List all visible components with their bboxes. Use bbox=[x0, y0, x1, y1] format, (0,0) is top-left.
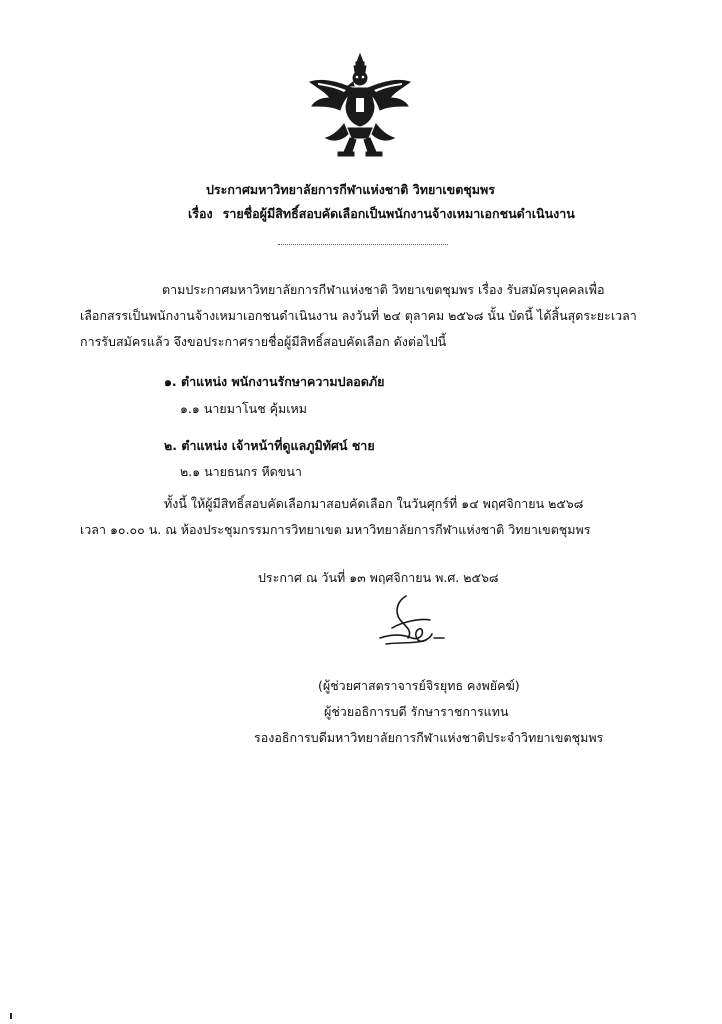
candidate-item: ๑.๑ นายมาโนช คุ้มเหม bbox=[180, 401, 308, 416]
announcement-subject-line bbox=[188, 204, 575, 224]
subject-label: เรื่อง bbox=[188, 206, 213, 221]
closing-line-1: ทั้งนี้ ให้ผู้มีสิทธิ์สอบคัดเลือกมาสอบคัดเลือก ในวันศุกร์ที่ ๑๔ พฤศจิกายน ๒๕๖๘ bbox=[164, 496, 584, 511]
section-heading-security-guard: ๑. ตำแหน่ง พนักงานรักษาความปลอดภัย bbox=[164, 374, 385, 389]
garuda-emblem-icon bbox=[308, 52, 412, 158]
signer-title-2: รองอธิการบดีมหาวิทยาลัยการกีฬาแห่งชาติประจำวิทยาเขตชุมพร bbox=[254, 730, 604, 745]
scan-mark bbox=[10, 1013, 12, 1019]
intro-line-1: ตามประกาศมหาวิทยาลัยการกีฬาแห่งชาติ วิทยาเขตชุมพร เรื่อง รับสมัครบุคคลเพื่อ bbox=[162, 282, 605, 297]
handwritten-signature bbox=[372, 588, 452, 658]
intro-line-3: การรับสมัครแล้ว จึงขอประกาศรายชื่อผู้มีสิทธิ์สอบคัดเลือก ดังต่อไปนี้ bbox=[80, 334, 447, 349]
signer-title-1: ผู้ช่วยอธิการบดี รักษาราชการแทน bbox=[324, 704, 509, 719]
section-heading-landscape-officer: ๒. ตำแหน่ง เจ้าหน้าที่ดูแลภูมิทัศน์ ชาย bbox=[164, 438, 375, 453]
announcement-subject: รายชื่อผู้มีสิทธิ์สอบคัดเลือกเป็นพนักงานจ้างเหมาเอกชนดำเนินงาน bbox=[222, 206, 575, 221]
candidate-item: ๒.๑ นายธนกร หีดขนา bbox=[180, 464, 302, 479]
header-divider bbox=[278, 244, 448, 245]
signer-name: (ผู้ช่วยศาสตราจารย์จิรยุทธ คงพยัคฆ์) bbox=[318, 678, 520, 693]
intro-line-2: เลือกสรรเป็นพนักงานจ้างเหมาเอกชนดำเนินงาน ลงวันที่ ๒๔ ตุลาคม ๒๕๖๘ นั้น บัดนี้ ได้สิ้นสุดระยะเวลา bbox=[80, 308, 637, 323]
announcement-title: ประกาศมหาวิทยาลัยการกีฬาแห่งชาติ วิทยาเขตชุมพร bbox=[206, 182, 495, 197]
closing-line-2: เวลา ๑๐.๐๐ น. ณ ห้องประชุมกรรมการวิทยาเขต มหาวิทยาลัยการกีฬาแห่งชาติ วิทยาเขตชุมพร bbox=[80, 522, 591, 537]
announcement-date: ประกาศ ณ วันที่ ๑๓ พฤศจิกายน พ.ศ. ๒๕๖๘ bbox=[258, 570, 499, 585]
